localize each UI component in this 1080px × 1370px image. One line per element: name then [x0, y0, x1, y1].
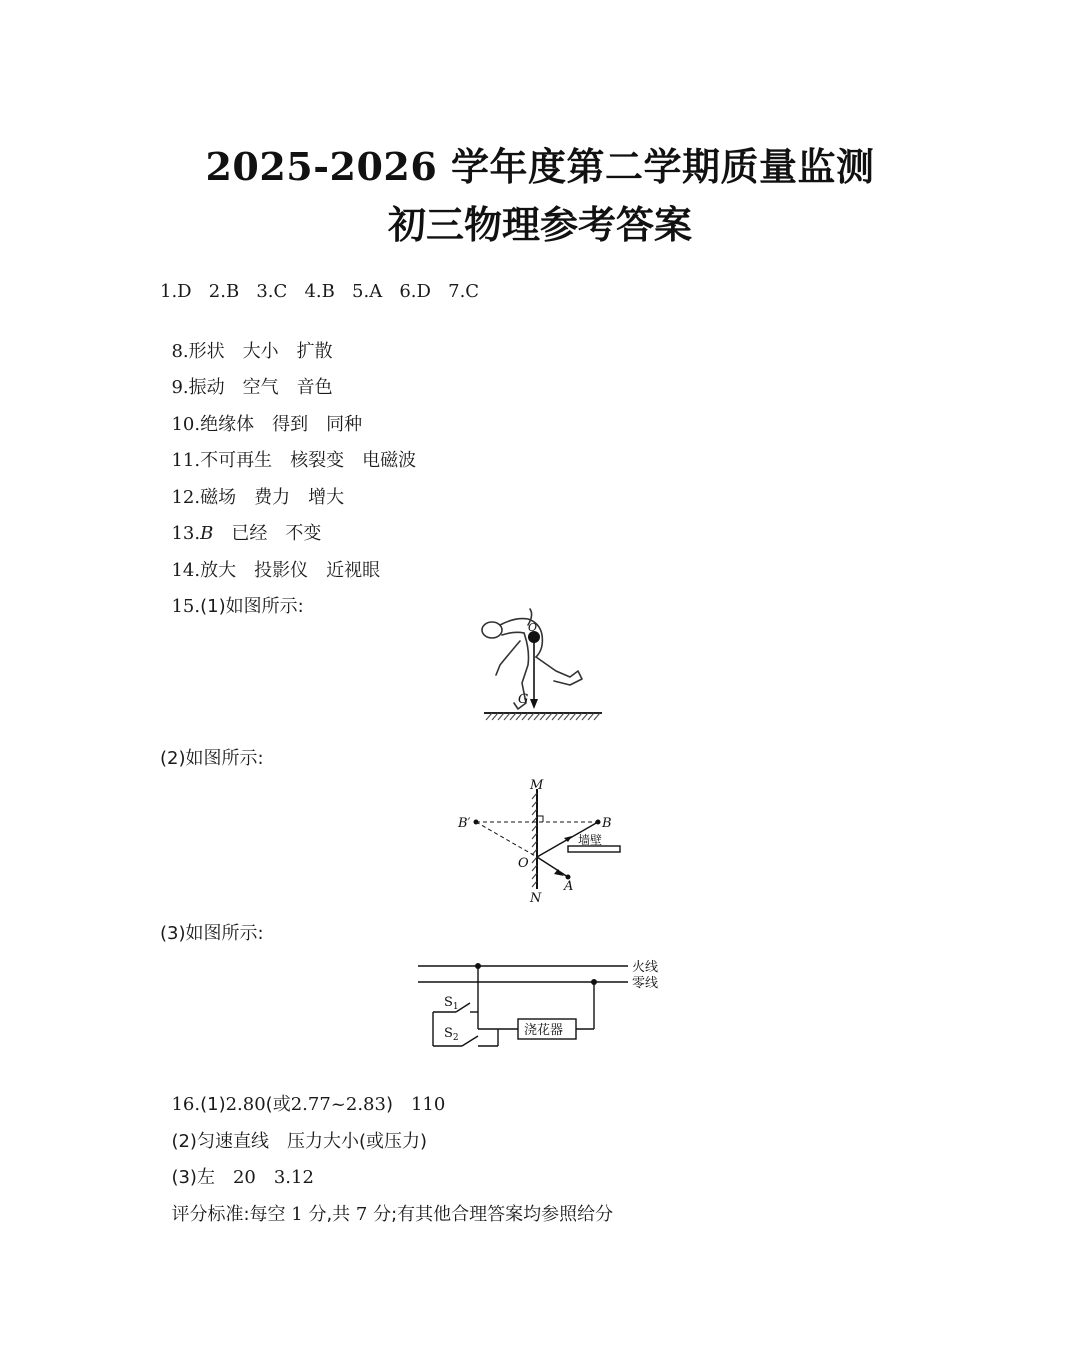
label-o: O [528, 621, 538, 634]
label-neutral-wire: 零线 [632, 976, 659, 991]
title-line-1: 2025-2026 学年度第二学期质量监测 [205, 144, 875, 189]
answer-item: 大小 [242, 341, 279, 362]
answer-item: 不变 [285, 523, 322, 544]
answer-item: 不可再生 [200, 450, 273, 471]
answer-value: 110 [410, 1094, 446, 1115]
label-s2: $S_2$ [444, 1026, 459, 1043]
question-number: 9. [171, 377, 189, 398]
answer-item: 电磁波 [362, 450, 417, 471]
question-number: 8. [171, 341, 189, 362]
label-g: G [518, 692, 529, 707]
answer-item: (3)左 [171, 1167, 215, 1188]
answer-15-part-1 [160, 571, 304, 619]
label-wall: 墙壁 [578, 833, 603, 847]
label-s1: $S_1$ [444, 995, 459, 1012]
question-number: 11. [171, 450, 201, 471]
answer-item: 振动 [188, 377, 225, 398]
label-b-prime: B′ [458, 816, 471, 831]
answer-text: ) [385, 1094, 393, 1115]
title-line-2: 初三物理参考答案 [387, 202, 692, 247]
answer-item: 绝缘体 [200, 414, 255, 435]
answer-item: 已经 [231, 523, 268, 544]
answer-item: 费力 [254, 487, 291, 508]
question-number: 14. [171, 560, 201, 581]
answer-item: 同种 [326, 414, 363, 435]
answer-item: 3.12 [273, 1167, 314, 1188]
answer-15-part-3: (3)如图所示: [160, 923, 264, 944]
answer-item: 音色 [296, 377, 333, 398]
answer-item: (2)匀速直线 [171, 1131, 269, 1152]
question-number: 16. [171, 1094, 201, 1115]
part-label: (1)如图所示: [200, 596, 304, 617]
answer-item: 扩散 [296, 341, 333, 362]
label-m: M [530, 778, 544, 793]
answer-item: B [200, 523, 214, 544]
answer-item: 增大 [308, 487, 345, 508]
answer-item: 得到 [272, 414, 309, 435]
answer-text: (或 [265, 1094, 291, 1115]
answer-item: 形状 [188, 341, 225, 362]
figure-runner-gravity [470, 605, 610, 725]
question-number: 10. [171, 414, 201, 435]
label-a: A [564, 879, 574, 894]
question-number: 12. [171, 487, 201, 508]
question-number: 13. [171, 523, 201, 544]
answer-item: 放大 [200, 560, 237, 581]
scoring-note: 评分标准:每空 1 分,共 7 分;有其他合理答案均参照给分 [171, 1204, 614, 1225]
answer-item: 核裂变 [290, 450, 345, 471]
question-number: 15. [171, 596, 201, 617]
answer-item: 20 [232, 1167, 256, 1188]
answer-15-part-2: (2)如图所示: [160, 748, 264, 769]
answer-item: 近视眼 [326, 560, 381, 581]
answer-item: 磁场 [200, 487, 237, 508]
label-b: B [602, 816, 612, 831]
part-label: (1) [200, 1094, 226, 1115]
figure-circuit [410, 950, 680, 1060]
label-live-wire: 火线 [632, 960, 659, 975]
label-sprinkler: 浇花器 [524, 1023, 564, 1038]
label-n: N [530, 891, 542, 905]
answer-item: 压力大小(或压力) [286, 1131, 427, 1152]
figure-mirror-reflection [450, 775, 640, 905]
label-o: O [518, 856, 529, 871]
answer-item: 投影仪 [254, 560, 309, 581]
answer-range: 2.77~2.83 [290, 1094, 386, 1115]
answer-value: 2.80 [225, 1094, 266, 1115]
answer-item: 空气 [242, 377, 279, 398]
answers-1-7: 1.D 2.B 3.C 4.B 5.A 6.D 7.C [160, 281, 480, 302]
